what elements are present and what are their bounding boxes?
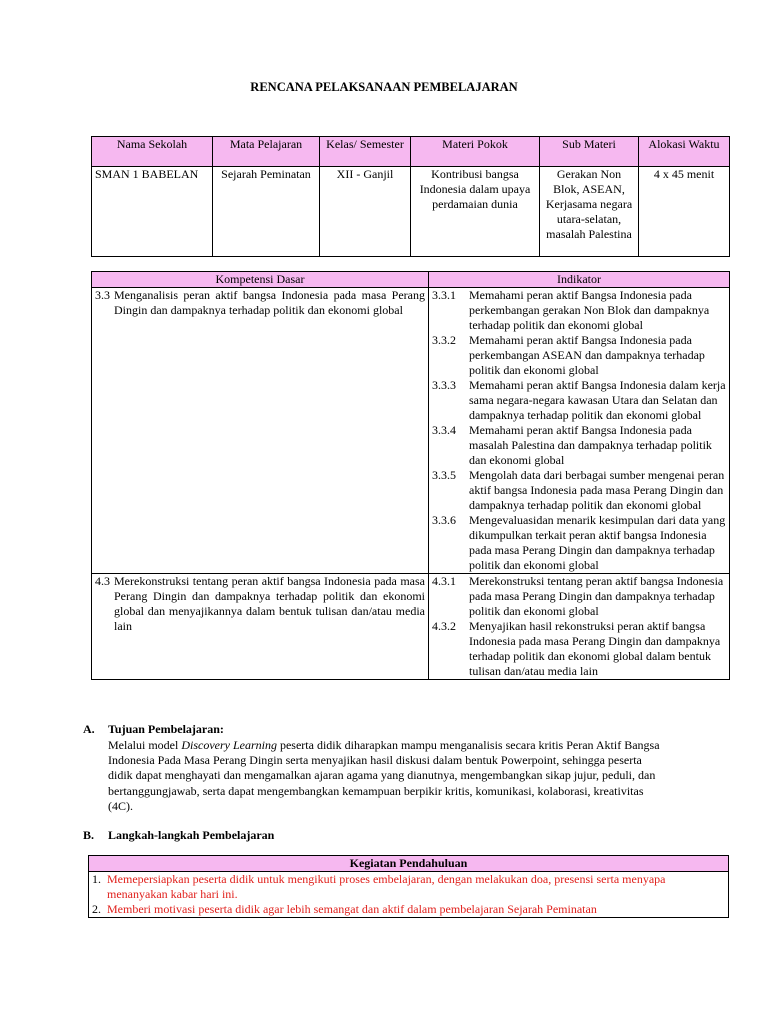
indicator-number: 4.3.2: [432, 619, 456, 633]
header-kelas-semester: Kelas/ Semester: [320, 137, 411, 167]
kd-text: Menganalisis peran aktif bangsa Indonesia pada masa Perang Dingin dan dampaknya terhadap politik dan ekonomi global: [114, 288, 425, 317]
indicator-text: Memahami peran aktif Bangsa Indonesia pada perkembangan gerakan Non Blok dan dampaknya terhadap politik dan ekonomi global: [469, 288, 710, 332]
header-mata-pelajaran: Mata Pelajaran: [213, 137, 320, 167]
step-number: 2.: [92, 902, 101, 916]
indicator-item: [432, 513, 726, 573]
indicator-number: 3.3.2: [432, 333, 456, 347]
step-text: Memberi motivasi peserta didik agar lebih semangat dan aktif dalam pembelajaran Sejarah Peminatan: [107, 902, 597, 916]
indicator-text: Menyajikan hasil rekonstruksi peran aktif bangsa Indonesia pada masa Perang Dingin dan dampaknya terhadap politik dan ekonomi global dalam bentuk tulisan dan/atau media lain: [469, 619, 721, 678]
indicator-item: [432, 574, 726, 619]
indicator-cell: [429, 574, 730, 680]
header-kompetensi-dasar: Kompetensi Dasar: [92, 272, 429, 288]
indicator-number: 3.3.1: [432, 288, 456, 302]
tujuan-paragraph: [108, 738, 668, 814]
header-sub-materi: Sub Materi: [540, 137, 639, 167]
indicator-item: [432, 423, 726, 468]
indicator-item: [432, 288, 726, 333]
page-title: RENCANA PELAKSANAAN PEMBELAJARAN: [250, 80, 518, 94]
section-title: Langkah-langkah Pembelajaran: [108, 828, 275, 842]
kd-cell: [92, 288, 429, 574]
kd-number: 3.3: [95, 288, 110, 302]
kd-text: Merekonstruksi tentang peran aktif bangsa Indonesia pada masa Perang Dingin dan dampaknya terhadap politik dan ekonomi global dan menyajikannya dalam bentuk tulisan dan/atau media lain: [114, 574, 425, 633]
indicator-number: 4.3.1: [432, 574, 456, 588]
identity-table: [91, 136, 730, 257]
header-materi-pokok: Materi Pokok: [411, 137, 540, 167]
indicator-number: 3.3.3: [432, 378, 456, 392]
kd-item: [95, 574, 425, 634]
indicator-item: [432, 468, 726, 513]
indicator-text: Memahami peran aktif Bangsa Indonesia pada masalah Palestina dan dampaknya terhadap politik dan ekonomi global: [469, 423, 712, 467]
kd-cell: [92, 574, 429, 680]
step-number: 1.: [92, 872, 101, 886]
section-letter: B.: [83, 828, 95, 842]
indicator-item: [432, 333, 726, 378]
header-indikator: Indikator: [429, 272, 730, 288]
indicator-number: 3.3.5: [432, 468, 456, 482]
indicator-number: 3.3.6: [432, 513, 456, 527]
step-item: [92, 902, 725, 917]
indicator-text: Merekonstruksi tentang peran aktif bangsa Indonesia pada masa Perang Dingin dan dampaknya terhadap politik dan ekonomi global: [469, 574, 724, 618]
section-b-heading: [83, 828, 274, 843]
header-alokasi-waktu: Alokasi Waktu: [639, 137, 730, 167]
indicator-text: Mengolah data dari berbagai sumber mengenai peran aktif bangsa Indonesia pada masa Perang Dingin dan dampaknya terhadap politik dan ekonomi global: [469, 468, 725, 512]
step-item: [92, 872, 725, 902]
section-a-heading: [83, 722, 224, 737]
cell-nama-sekolah: SMAN 1 BABELAN: [92, 167, 213, 257]
cell-materi-pokok: Kontribusi bangsa Indonesia dalam upaya perdamaian dunia: [411, 167, 540, 257]
step-text: Memepersiapkan peserta didik untuk mengikuti proses embelajaran, dengan melakukan doa, presensi serta menyapa menanyakan kabar hari ini.: [107, 872, 666, 901]
tujuan-text-start: Melalui model: [108, 738, 182, 752]
cell-alokasi-waktu: 4 x 45 menit: [639, 167, 730, 257]
kegiatan-cell: [89, 872, 729, 918]
header-kegiatan-pendahuluan: Kegiatan Pendahuluan: [89, 856, 729, 872]
cell-sub-materi: Gerakan Non Blok, ASEAN, Kerjasama negara utara-selatan, masalah Palestina: [540, 167, 639, 257]
tujuan-text-rest: peserta didik diharapkan mampu menganalisis secara kritis Peran Aktif Bangsa Indonesia Pada Masa Perang Dingin serta menyajikan hasil diskusi dalam bentuk Powerpoint, sehingga peserta didik dapat menghayati dan mengamalkan ajaran agama yang dianutnya, mengembangkan sikap jujur, peduli, dan bertanggungjawab, serta dapat mengembangkan kemampuan berpikir kritis, komunikasi, kolaborasi, kreativitas (4C).: [108, 738, 660, 813]
kd-number: 4.3: [95, 574, 110, 588]
section-letter: A.: [83, 722, 95, 736]
model-name: Discovery Learning: [181, 738, 277, 752]
indicator-text: Memahami peran aktif Bangsa Indonesia dalam kerja sama negara-negara kawasan Utara dan Selatan dan dampaknya terhadap politik dan ekonomi global: [469, 378, 726, 422]
kd-item: [95, 288, 425, 318]
indicator-number: 3.3.4: [432, 423, 456, 437]
kompetensi-indikator-table: [91, 271, 730, 680]
header-nama-sekolah: Nama Sekolah: [92, 137, 213, 167]
indicator-item: [432, 378, 726, 423]
section-title: Tujuan Pembelajaran:: [108, 722, 224, 736]
cell-mata-pelajaran: Sejarah Peminatan: [213, 167, 320, 257]
kegiatan-table: [88, 855, 729, 918]
indicator-cell: [429, 288, 730, 574]
indicator-item: [432, 619, 726, 679]
indicator-text: Mengevaluasidan menarik kesimpulan dari data yang dikumpulkan terkait peran aktif bangsa Indonesia pada masa Perang Dingin dan dampaknya terhadap politik dan ekonomi global: [469, 513, 726, 572]
cell-kelas: XII - Ganjil: [320, 167, 411, 257]
indicator-text: Memahami peran aktif Bangsa Indonesia pada perkembangan ASEAN dan dampaknya terhadap politik dan ekonomi global: [469, 333, 705, 377]
